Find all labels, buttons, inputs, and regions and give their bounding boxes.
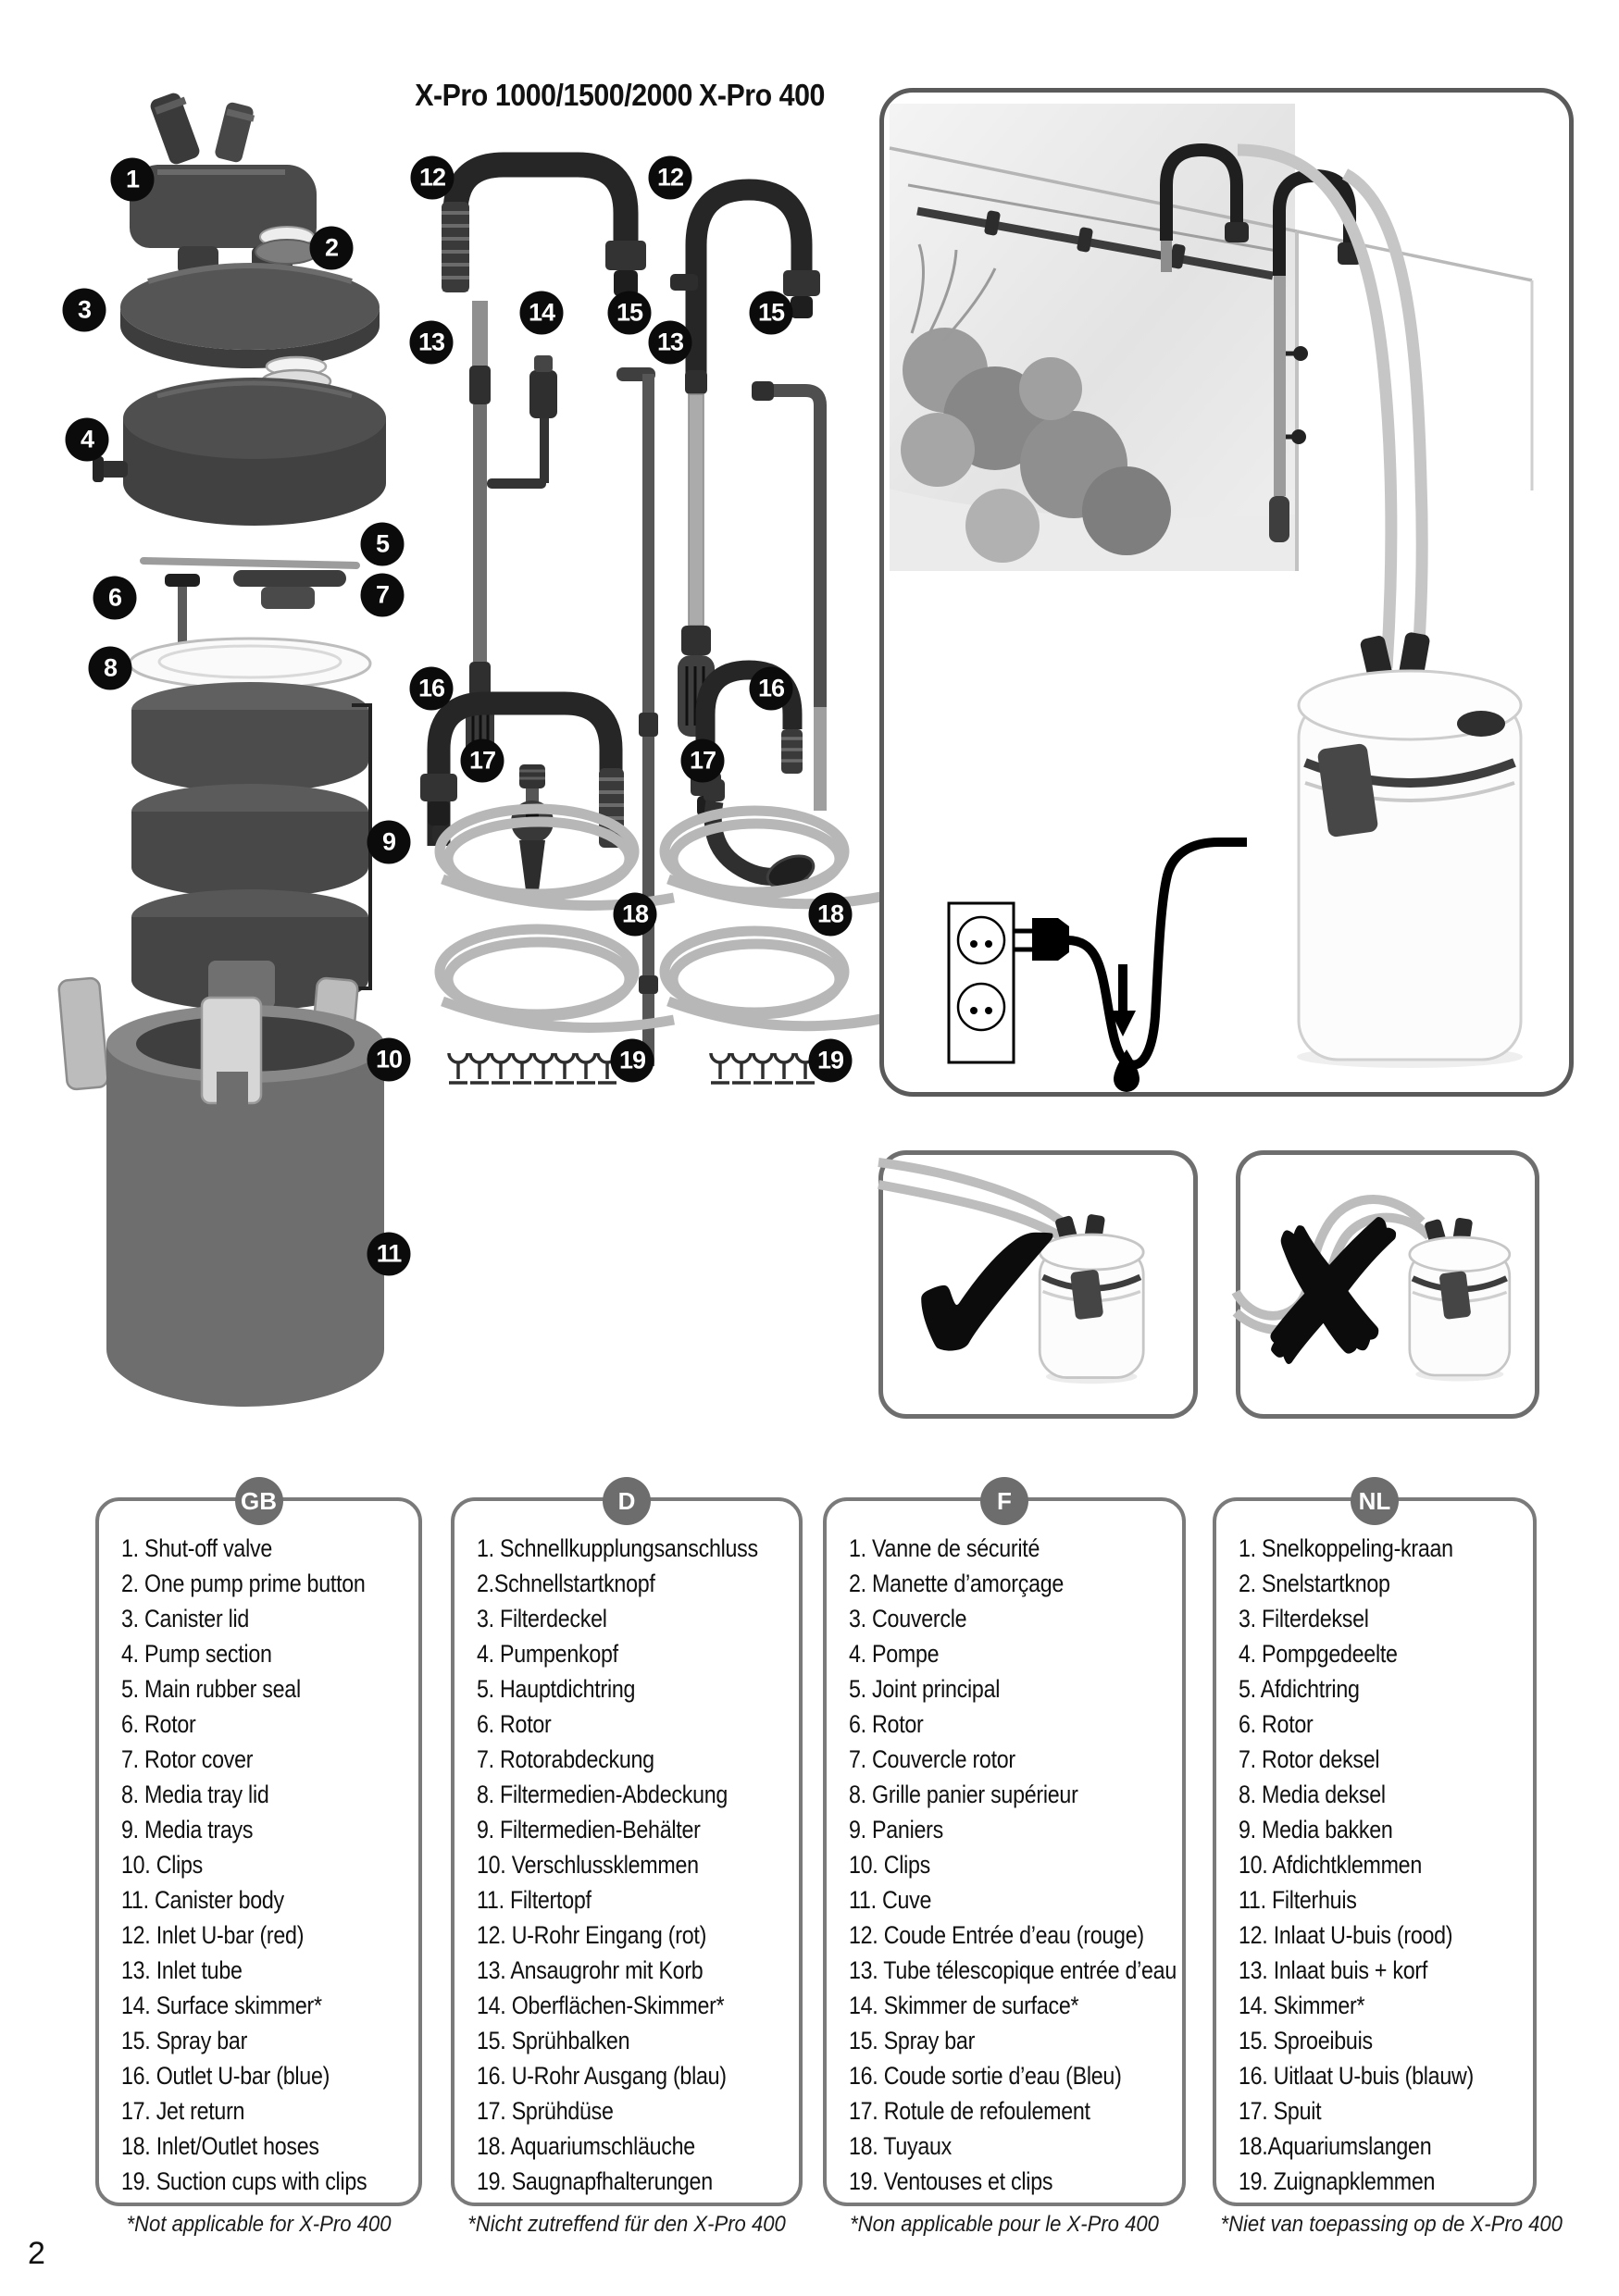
parts-list-item: 2.Schnellstartknopf [477, 1570, 655, 1597]
surface-skimmer [487, 355, 557, 489]
part-badge-12: 12 [411, 156, 455, 200]
parts-list-item: 4. Pompgedeelte [1239, 1640, 1398, 1668]
language-box-gb [95, 1486, 422, 2237]
parts-list-item: 19. Saugnapfhalterungen [477, 2167, 713, 2195]
parts-list-item: 13. Ansaugrohr mit Korb [477, 1956, 704, 1984]
parts-list-item: 8. Grille panier supérieur [849, 1781, 1078, 1808]
part-badge-16: 16 [750, 667, 793, 711]
parts-list-item: 19. Suction cups with clips [121, 2167, 367, 2195]
cross-mark-icon: ✘ [1246, 1179, 1414, 1411]
part-badge-8: 8 [89, 647, 132, 690]
parts-list-item: 15. Sprühbalken [477, 2027, 630, 2054]
parts-list-item: 14. Skimmer* [1239, 1992, 1365, 2019]
parts-list-item: 13. Inlet tube [121, 1956, 243, 1984]
parts-list-item: 16. U-Rohr Ausgang (blau) [477, 2062, 727, 2090]
parts-list-item: 12. U-Rohr Eingang (rot) [477, 1921, 707, 1949]
parts-list-item: 4. Pompe [849, 1640, 940, 1668]
parts-list-item: 17. Spuit [1239, 2097, 1322, 2125]
parts-list-item: 1. Vanne de sécurité [849, 1534, 1040, 1562]
parts-list-item: 19. Ventouses et clips [849, 2167, 1053, 2195]
jet-outflow-xpro400 [704, 779, 818, 894]
parts-list-item: 7. Rotor deksel [1239, 1745, 1380, 1773]
parts-list-item: 14. Surface skimmer* [121, 1992, 322, 2019]
parts-list-item: 11. Canister body [121, 1886, 284, 1914]
part-badge-14: 14 [520, 292, 564, 335]
parts-list-item: 3. Filterdeksel [1239, 1605, 1369, 1632]
parts-list-item: 9. Paniers [849, 1816, 943, 1843]
parts-list-item: 18. Inlet/Outlet hoses [121, 2132, 319, 2160]
parts-list-item: 16. Uitlaat U-buis (blauw) [1239, 2062, 1474, 2090]
part-badge-19: 19 [611, 1039, 654, 1083]
part-badge-17: 17 [461, 739, 504, 783]
part-badge-9: 9 [367, 821, 411, 864]
parts-list-item: 9. Media trays [121, 1816, 254, 1843]
parts-list-item: 6. Rotor [1239, 1710, 1314, 1738]
language-box-nl [1213, 1486, 1563, 2237]
parts-list-item: 1. Shut-off valve [121, 1534, 272, 1562]
part-badge-4: 4 [66, 418, 109, 462]
parts-list-item: 15. Sproeibuis [1239, 2027, 1373, 2054]
part-badge-19: 19 [809, 1039, 853, 1083]
hoses-xpro400 [665, 811, 886, 1026]
page-number: 2 [28, 2236, 45, 2271]
footnote-gb: *Not applicable for X-Pro 400 [126, 2212, 392, 2237]
language-badge-f: F [980, 1477, 1028, 1525]
parts-list [849, 1531, 1177, 2199]
part-canister-lid [120, 265, 380, 368]
suction-cups-xpro400 [711, 1053, 815, 1083]
jet-return [511, 764, 554, 898]
check-mark-icon: ✔ [896, 1169, 1078, 1421]
parts-list-item: 10. Verschlussklemmen [477, 1851, 699, 1879]
parts-list-item: 9. Filtermedien-Behälter [477, 1816, 701, 1843]
correct-setup-panel [878, 1150, 1198, 1419]
inlet-jbar-xpro400 [670, 190, 820, 375]
part-badge-6: 6 [93, 577, 137, 620]
part-badge-13: 13 [649, 321, 692, 365]
parts-list-item: 1. Snelkoppeling-kraan [1239, 1534, 1453, 1562]
installation-panel [879, 88, 1574, 1097]
parts-list-item: 17. Rotule de refoulement [849, 2097, 1090, 2125]
part-badge-17: 17 [681, 739, 725, 783]
parts-list-item: 12. Inlaat U-buis (rood) [1239, 1921, 1453, 1949]
parts-list-item: 3. Canister lid [121, 1605, 250, 1632]
tubing-parts-diagram [398, 65, 879, 1120]
parts-list-item: 6. Rotor [477, 1710, 552, 1738]
parts-list-item: 19. Zuignapklemmen [1239, 2167, 1436, 2195]
incorrect-setup-panel [1236, 1150, 1539, 1419]
part-badge-15: 15 [750, 292, 793, 335]
parts-list-item: 9. Media bakken [1239, 1816, 1393, 1843]
parts-list-item: 11. Filtertopf [477, 1886, 592, 1914]
part-badge-1: 1 [111, 158, 155, 202]
parts-list-item: 6. Rotor [849, 1710, 924, 1738]
suction-cups-xpro1000 [449, 1053, 616, 1083]
part-badge-18: 18 [614, 893, 657, 937]
part-badge-3: 3 [63, 289, 106, 332]
parts-list-item: 17. Sprühdüse [477, 2097, 614, 2125]
parts-list-item: 4. Pumpenkopf [477, 1640, 618, 1668]
parts-list-item: 12. Inlet U-bar (red) [121, 1921, 305, 1949]
correct-setup-illustration [883, 1155, 1184, 1421]
part-rotor-cover [233, 570, 346, 609]
part-badge-7: 7 [361, 574, 405, 617]
parts-list-item: 2. Manette d’amorçage [849, 1570, 1065, 1597]
parts-list [121, 1531, 413, 2199]
parts-list-item: 3. Filterdeckel [477, 1605, 607, 1632]
parts-list-item: 4. Pump section [121, 1640, 272, 1668]
parts-list-item: 15. Spray bar [849, 2027, 976, 2054]
parts-list [1239, 1531, 1527, 2199]
footnote-d: *Nicht zutreffend für den X-Pro 400 [467, 2212, 786, 2237]
parts-list-item: 17. Jet return [121, 2097, 245, 2125]
part-canister-body [58, 961, 384, 1407]
language-box-f [823, 1486, 1186, 2237]
part-badge-18: 18 [809, 893, 853, 937]
parts-list-item: 5. Main rubber seal [121, 1675, 301, 1703]
parts-list-item: 10. Afdichtklemmen [1239, 1851, 1422, 1879]
language-box-d [451, 1486, 803, 2237]
part-badge-2: 2 [310, 227, 354, 270]
language-badge-nl: NL [1351, 1477, 1399, 1525]
column-header-xpro-1000: X-Pro 1000/1500/2000 [415, 78, 692, 112]
footnote-f: *Non applicable pour le X-Pro 400 [850, 2212, 1159, 2237]
part-badge-10: 10 [367, 1038, 411, 1082]
parts-list-item: 2. One pump prime button [121, 1570, 366, 1597]
parts-list-item: 2. Snelstartknop [1239, 1570, 1390, 1597]
part-badge-15: 15 [608, 292, 652, 335]
parts-list-item: 16. Coude sortie d’eau (Bleu) [849, 2062, 1122, 2090]
parts-list-item: 7. Couvercle rotor [849, 1745, 1015, 1773]
parts-list-item: 18. Tuyaux [849, 2132, 953, 2160]
part-media-tray-lid [130, 639, 370, 689]
part-pump-section [93, 357, 386, 526]
language-badge-d: D [603, 1477, 651, 1525]
aquarium-installation-illustration [884, 93, 1560, 1083]
parts-list-item: 5. Hauptdichtring [477, 1675, 636, 1703]
footnote-nl: *Niet van toepassing op de X-Pro 400 [1220, 2212, 1563, 2237]
parts-list-item: 3. Couvercle [849, 1605, 967, 1632]
column-header-xpro-400: X-Pro 400 [699, 78, 825, 112]
parts-list-item: 12. Coude Entrée d’eau (rouge) [849, 1921, 1144, 1949]
power-outlet-drip-loop-icon [949, 842, 1247, 1092]
parts-list-item: 8. Media deksel [1239, 1781, 1386, 1808]
parts-list-item: 11. Filterhuis [1239, 1886, 1357, 1914]
parts-list-item: 1. Schnellkupplungsanschluss [477, 1534, 758, 1562]
parts-list-item: 15. Spray bar [121, 2027, 248, 2054]
parts-list-item: 5. Joint principal [849, 1675, 1001, 1703]
parts-list-item: 14. Skimmer de surface* [849, 1992, 1079, 2019]
part-badge-12: 12 [649, 156, 692, 200]
parts-list-item: 13. Inlaat buis + korf [1239, 1956, 1428, 1984]
part-badge-13: 13 [410, 321, 454, 365]
parts-list-item: 11. Cuve [849, 1886, 932, 1914]
parts-list-item: 5. Afdichtring [1239, 1675, 1360, 1703]
parts-list-item: 10. Clips [121, 1851, 204, 1879]
canister-photo [1297, 631, 1523, 1068]
parts-list-item: 8. Media tray lid [121, 1781, 269, 1808]
parts-list [477, 1531, 793, 2199]
part-badge-16: 16 [410, 667, 454, 711]
parts-list-item: 13. Tube télescopique entrée d’eau [849, 1956, 1177, 1984]
part-badge-11: 11 [367, 1233, 411, 1276]
parts-list-item: 7. Rotor cover [121, 1745, 254, 1773]
parts-list-item: 18.Aquariumslangen [1239, 2132, 1432, 2160]
parts-list-item: 8. Filtermedien-Abdeckung [477, 1781, 729, 1808]
part-main-rubber-seal [143, 561, 356, 565]
parts-list-item: 18. Aquariumschläuche [477, 2132, 695, 2160]
incorrect-setup-illustration [1240, 1155, 1526, 1411]
parts-list-item: 7. Rotorabdeckung [477, 1745, 654, 1773]
part-badge-5: 5 [361, 523, 405, 566]
parts-list-item: 14. Oberflächen-Skimmer* [477, 1992, 725, 2019]
parts-list-item: 6. Rotor [121, 1710, 196, 1738]
inlet-ubar-red [442, 165, 646, 296]
language-badge-gb: GB [235, 1477, 283, 1525]
parts-list-item: 10. Clips [849, 1851, 931, 1879]
parts-list-item: 16. Outlet U-bar (blue) [121, 2062, 330, 2090]
tank-rim-line [1297, 231, 1532, 280]
